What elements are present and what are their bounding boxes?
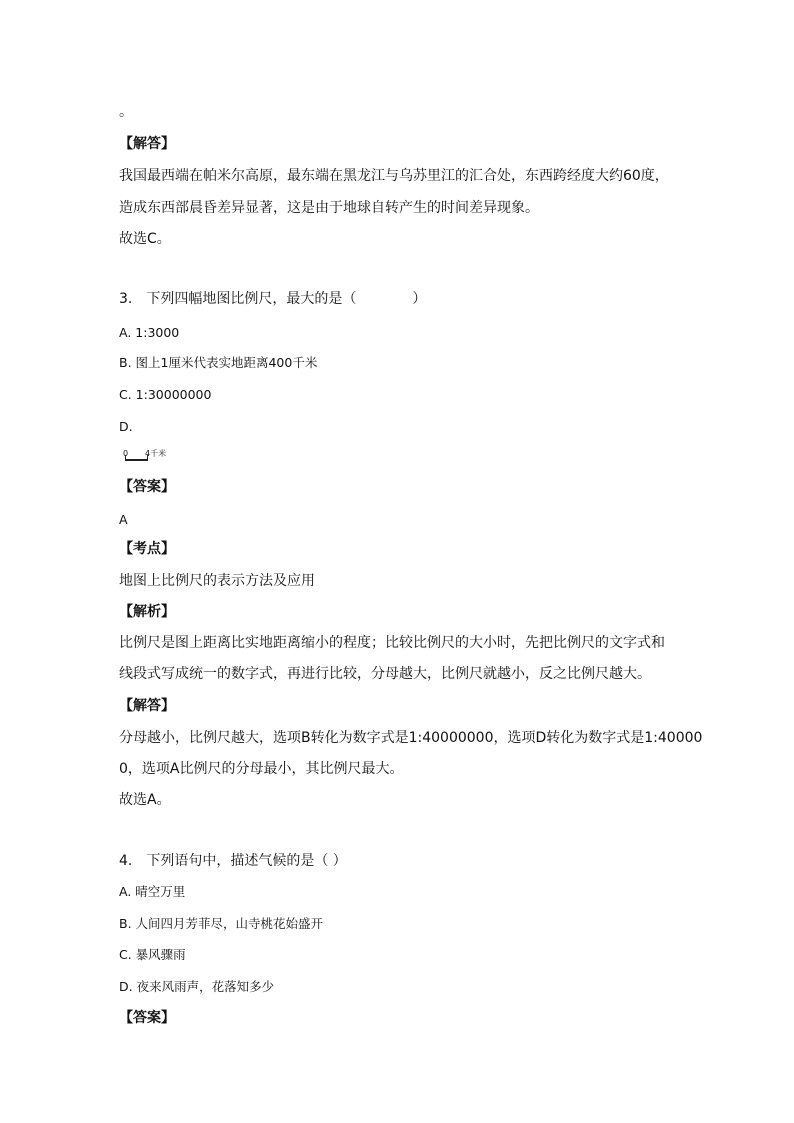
q3-kaodian-heading: 【考点】 [119, 541, 175, 557]
q3-option-d: D. [119, 419, 133, 434]
q3-jieda-line-2: 0，选项A比例尺的分母最小，其比例尺最大。 [119, 761, 404, 777]
scale-bar-label: 4千米 [145, 449, 167, 458]
prev-conclusion: 故选C。 [119, 231, 171, 247]
prev-jieda-line-2: 造成东西部晨昏差异显著，这是由于地球自转产生的时间差异现象。 [119, 200, 539, 216]
q3-stem: 3. 下列四幅地图比例尺，最大的是（ ） [119, 291, 427, 307]
q3-option-a: A. 1:3000 [119, 325, 180, 340]
prev-jieda-line-1: 我国最西端在帕米尔高原，最东端在黑龙江与乌苏里江的汇合处，东西跨经度大约60度， [119, 168, 669, 184]
q3-daan: A [119, 512, 128, 527]
q3-jieda-line-1: 分母越小，比例尺越大，选项B转化为数字式是1:40000000，选项D转化为数字式是1:40000 [119, 730, 703, 746]
prev-tail-mark: 。 [119, 104, 133, 120]
q3-jiexi-line-1: 比例尺是图上距离比实地距离缩小的程度；比较比例尺的大小时，先把比例尺的文字式和 [119, 635, 665, 651]
scale-bar-zero: 0 [123, 449, 129, 458]
q4-option-a: A. 晴空万里 [119, 884, 186, 899]
q3-option-b: B. 图上1厘米代表实地距离400千米 [119, 355, 318, 370]
q3-kaodian: 地图上比例尺的表示方法及应用 [119, 573, 315, 589]
q3-jiexi-line-2: 线段式写成统一的数字式，再进行比较，分母越大，比例尺就越小，反之比例尺越大。 [119, 666, 651, 682]
q3-jiexi-heading: 【解析】 [119, 604, 175, 620]
q3-daan-heading: 【答案】 [119, 479, 175, 495]
q3-option-c: C. 1:30000000 [119, 387, 212, 402]
q4-option-c: C. 暴风骤雨 [119, 947, 186, 962]
q4-daan-heading: 【答案】 [119, 1010, 175, 1026]
prev-jieda-heading: 【解答】 [119, 136, 175, 152]
scale-bar-image [123, 449, 183, 463]
q3-conclusion: 故选A。 [119, 792, 171, 808]
q3-jieda-heading: 【解答】 [119, 698, 175, 714]
q4-option-d: D. 夜来风雨声，花落知多少 [119, 979, 275, 994]
q4-option-b: B. 人间四月芳菲尽，山寺桃花始盛开 [119, 916, 324, 931]
q4-stem: 4. 下列语句中，描述气候的是（ ） [119, 853, 347, 869]
